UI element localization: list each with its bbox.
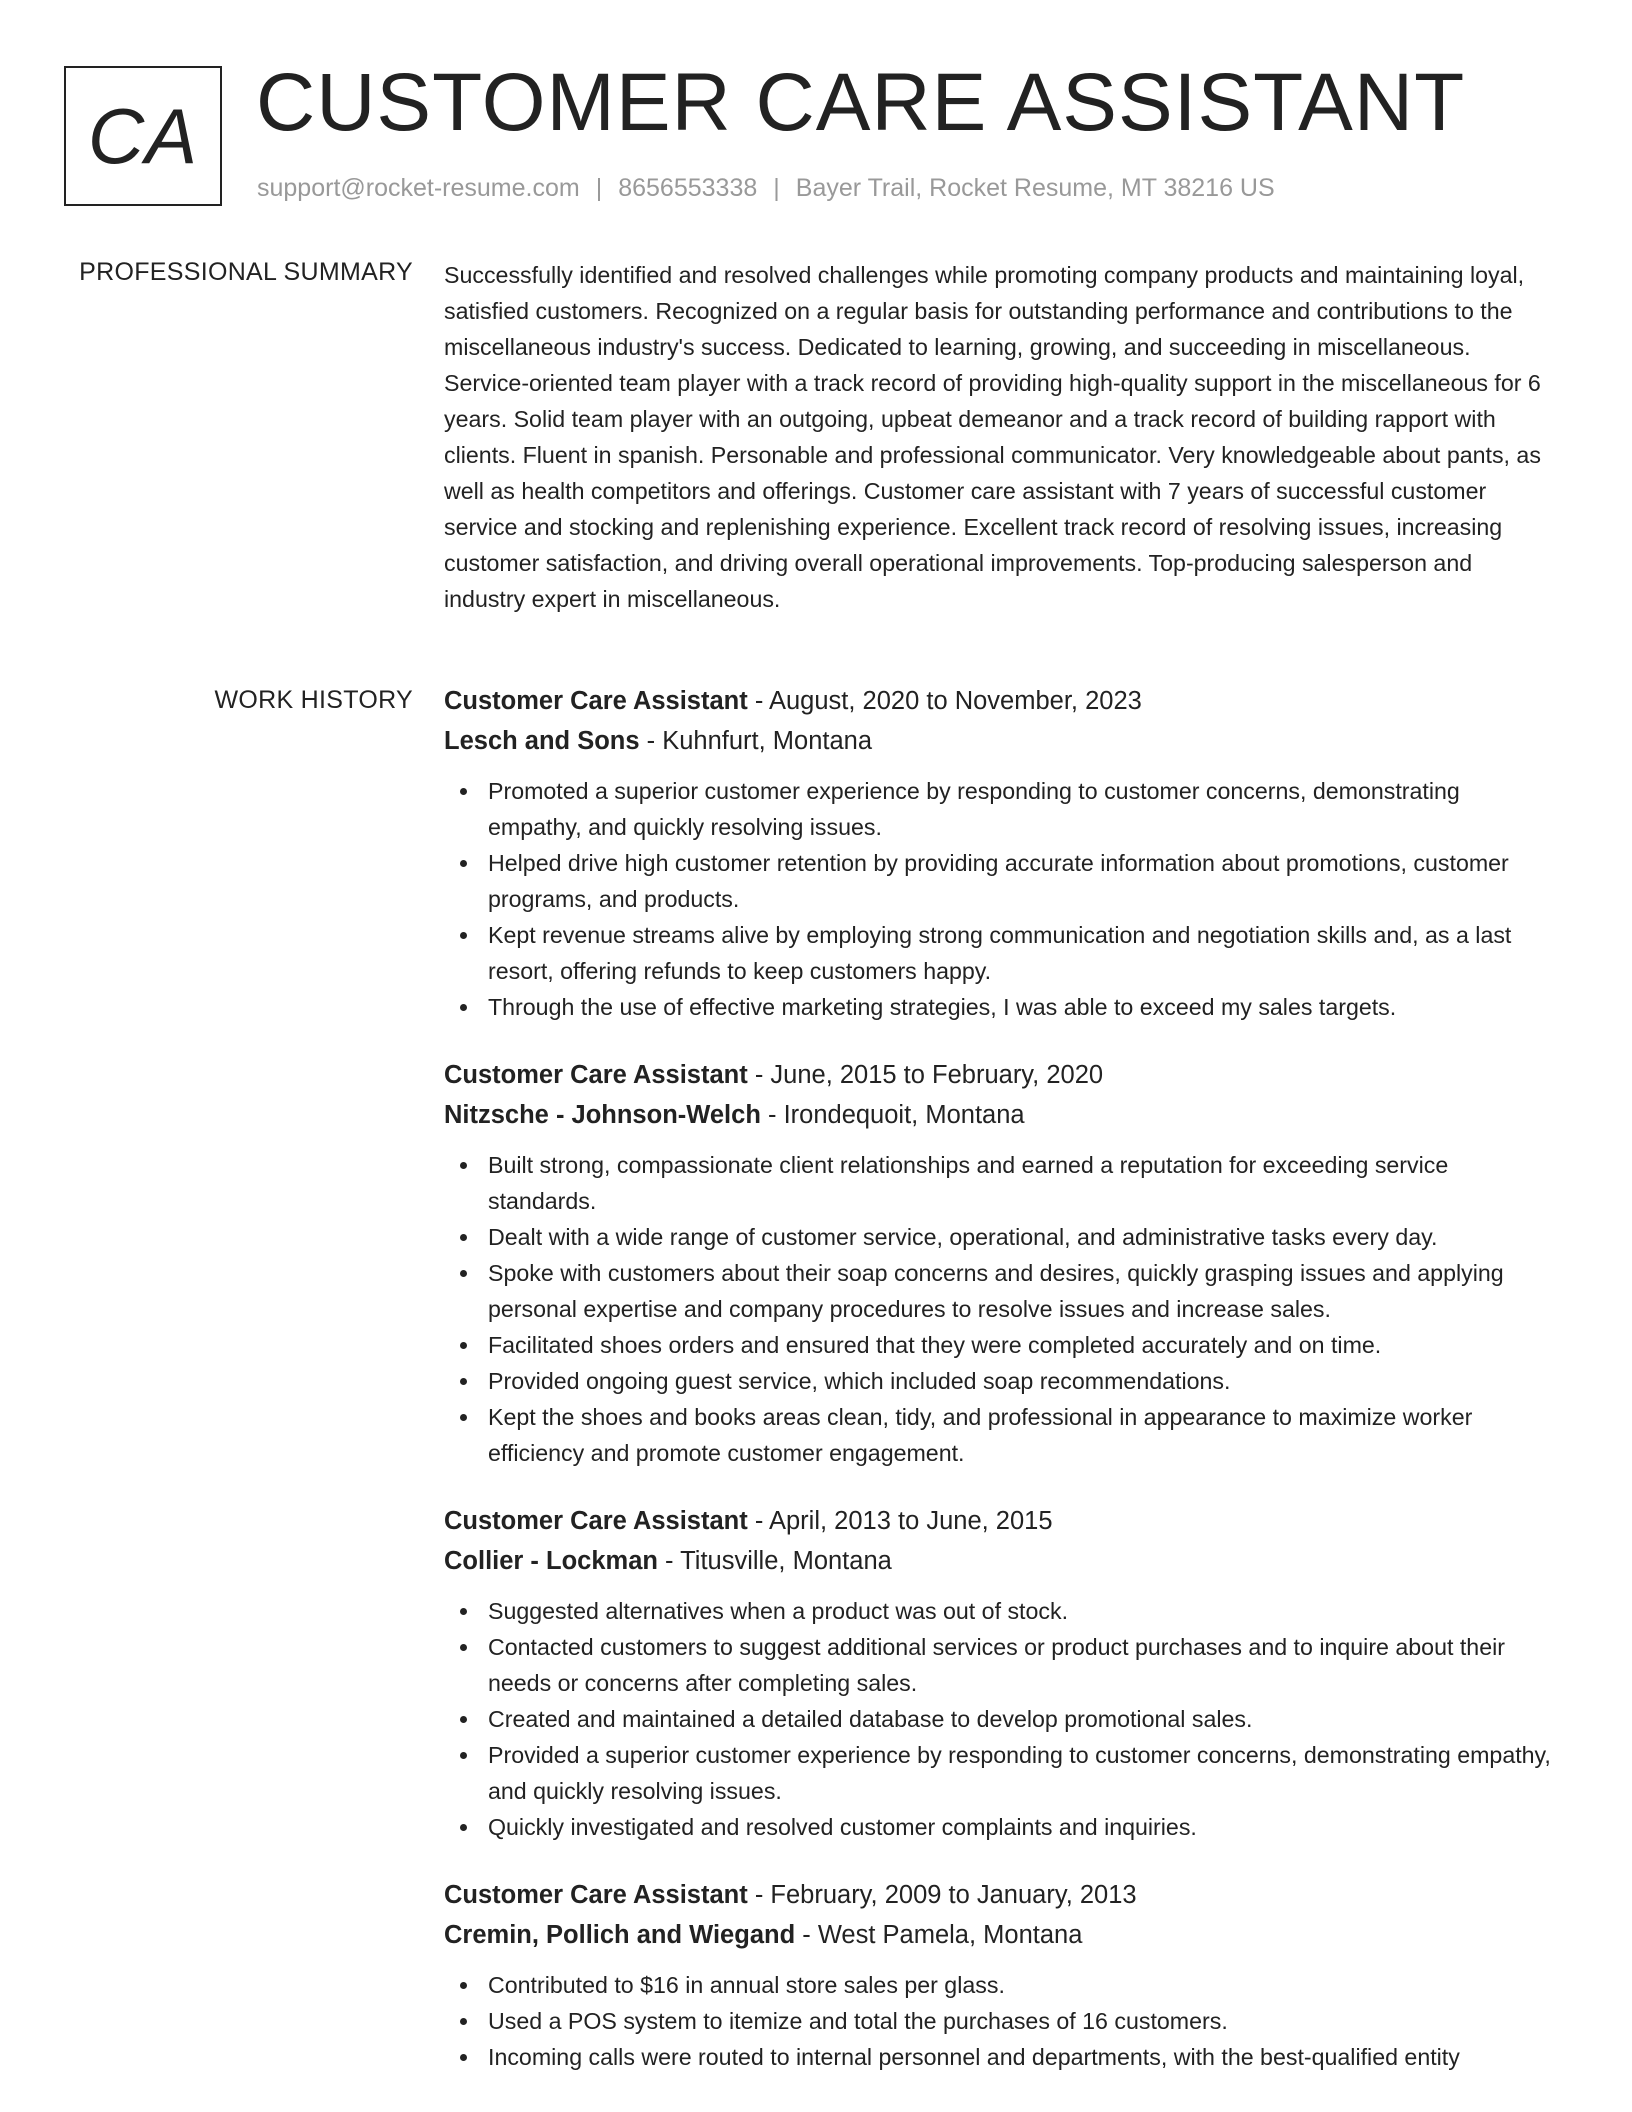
job-company-line — [444, 721, 1554, 761]
summary-text: Successfully identified and resolved challenges while promoting company products and maintaining loyal, satisfied customers. Recognized on a regular basis for outstanding performance and contributions to the miscellaneous industry's success. Dedicated to learning, growing, and succeeding in miscellaneous. Service-oriented team player with a track record of providing high-quality support in the miscellaneous for 6 years. Solid team player with an outgoing, upbeat demeanor and a track record of building rapport with clients. Fluent in spanish. Personable and professional communicator. Very knowledgeable about pants, as well as health competitors and offerings. Customer care assistant with 7 years of successful customer service and stocking and replenishing experience. Excellent track record of resolving issues, increasing customer satisfaction, and driving overall operational improvements. Top-producing salesperson and industry expert in miscellaneous. — [444, 262, 1541, 612]
contact-address: Bayer Trail, Rocket Resume, MT 38216 US — [795, 174, 1275, 202]
job-company: Cremin, Pollich and Wiegand — [444, 1921, 796, 1949]
job-bullet: Facilitated shoes orders and ensured that they were completed accurately and on time. — [488, 1327, 1554, 1363]
job-company-line — [444, 1915, 1554, 1955]
job-bullet: Created and maintained a detailed database to develop promotional sales. — [488, 1701, 1554, 1737]
job-dates: - February, 2009 to January, 2013 — [747, 1881, 1137, 1909]
job-dates: - April, 2013 to June, 2015 — [747, 1507, 1053, 1535]
job-title-line — [444, 1501, 1554, 1541]
job-title-line — [444, 1055, 1554, 1095]
job-entry — [444, 1055, 1554, 1471]
job-bullet: Used a POS system to itemize and total the purchases of 16 customers. — [488, 2003, 1554, 2039]
job-title: Customer Care Assistant — [444, 687, 748, 715]
job-bullet: Provided a superior customer experience by responding to customer concerns, demonstrating empathy, and quickly resolving issues. — [488, 1737, 1554, 1809]
section-label-summary: PROFESSIONAL SUMMARY — [79, 258, 413, 286]
job-bullet: Suggested alternatives when a product was out of stock. — [488, 1593, 1554, 1629]
job-bullet-list — [444, 1147, 1554, 1471]
job-company: Nitzsche - Johnson-Welch — [444, 1101, 761, 1129]
job-bullet: Incoming calls were routed to internal personnel and departments, with the best-qualified entity — [488, 2039, 1554, 2075]
job-company-line — [444, 1541, 1554, 1581]
contact-separator: | — [595, 174, 603, 202]
job-bullet-list — [444, 773, 1554, 1025]
job-bullet: Promoted a superior customer experience by responding to customer concerns, demonstrating empathy, and quickly resolving issues. — [488, 773, 1554, 845]
job-entry — [444, 1501, 1554, 1845]
job-bullet: Contributed to $16 in annual store sales per glass. — [488, 1967, 1554, 2003]
job-title: Customer Care Assistant — [444, 1061, 748, 1089]
monogram-logo — [64, 66, 222, 206]
job-title: Customer Care Assistant — [444, 1507, 748, 1535]
job-bullet: Contacted customers to suggest additional services or product purchases and to inquire about their needs or concerns after completing sales. — [488, 1629, 1554, 1701]
job-location: - Irondequoit, Montana — [760, 1101, 1025, 1129]
job-bullet: Spoke with customers about their soap concerns and desires, quickly grasping issues and applying personal expertise and company procedures to resolve issues and increase sales. — [488, 1255, 1554, 1327]
summary-section — [444, 257, 1554, 617]
job-entry — [444, 1875, 1554, 2075]
job-bullet: Quickly investigated and resolved customer complaints and inquiries. — [488, 1809, 1554, 1845]
job-company: Lesch and Sons — [444, 727, 640, 755]
resume-title: CUSTOMER CARE ASSISTANT — [256, 57, 1466, 148]
job-bullet: Kept the shoes and books areas clean, tidy, and professional in appearance to maximize worker efficiency and promote customer engagement. — [488, 1399, 1554, 1471]
work-history-section — [444, 681, 1554, 2105]
job-bullet: Built strong, compassionate client relationships and earned a reputation for exceeding service standards. — [488, 1147, 1554, 1219]
job-bullet: Helped drive high customer retention by providing accurate information about promotions, customer programs, and products. — [488, 845, 1554, 917]
contact-phone: 8656553338 — [618, 174, 758, 202]
job-entry — [444, 681, 1554, 1025]
job-bullet-list — [444, 1593, 1554, 1845]
job-location: - Titusville, Montana — [657, 1547, 892, 1575]
contact-separator: | — [773, 174, 780, 202]
job-company: Collier - Lockman — [444, 1547, 658, 1575]
job-title-line — [444, 681, 1554, 721]
contact-line — [257, 174, 1275, 203]
section-label-work-history: WORK HISTORY — [214, 686, 413, 714]
job-bullet-list — [444, 1967, 1554, 2075]
job-location: - Kuhnfurt, Montana — [639, 727, 873, 755]
job-company-line — [444, 1095, 1554, 1135]
job-title-line — [444, 1875, 1554, 1915]
job-location: - West Pamela, Montana — [795, 1921, 1083, 1949]
job-bullet: Kept revenue streams alive by employing strong communication and negotiation skills and, as a last resort, offering refunds to keep customers happy. — [488, 917, 1554, 989]
job-bullet: Dealt with a wide range of customer service, operational, and administrative tasks every day. — [488, 1219, 1554, 1255]
job-bullet: Provided ongoing guest service, which included soap recommendations. — [488, 1363, 1554, 1399]
contact-email: support@rocket-resume.com — [257, 174, 580, 202]
job-list — [444, 681, 1554, 2075]
job-dates: - August, 2020 to November, 2023 — [747, 687, 1142, 715]
monogram-initials: CA — [87, 91, 199, 180]
job-dates: - June, 2015 to February, 2020 — [747, 1061, 1104, 1089]
job-bullet: Through the use of effective marketing strategies, I was able to exceed my sales targets. — [488, 989, 1554, 1025]
job-title: Customer Care Assistant — [444, 1881, 748, 1909]
